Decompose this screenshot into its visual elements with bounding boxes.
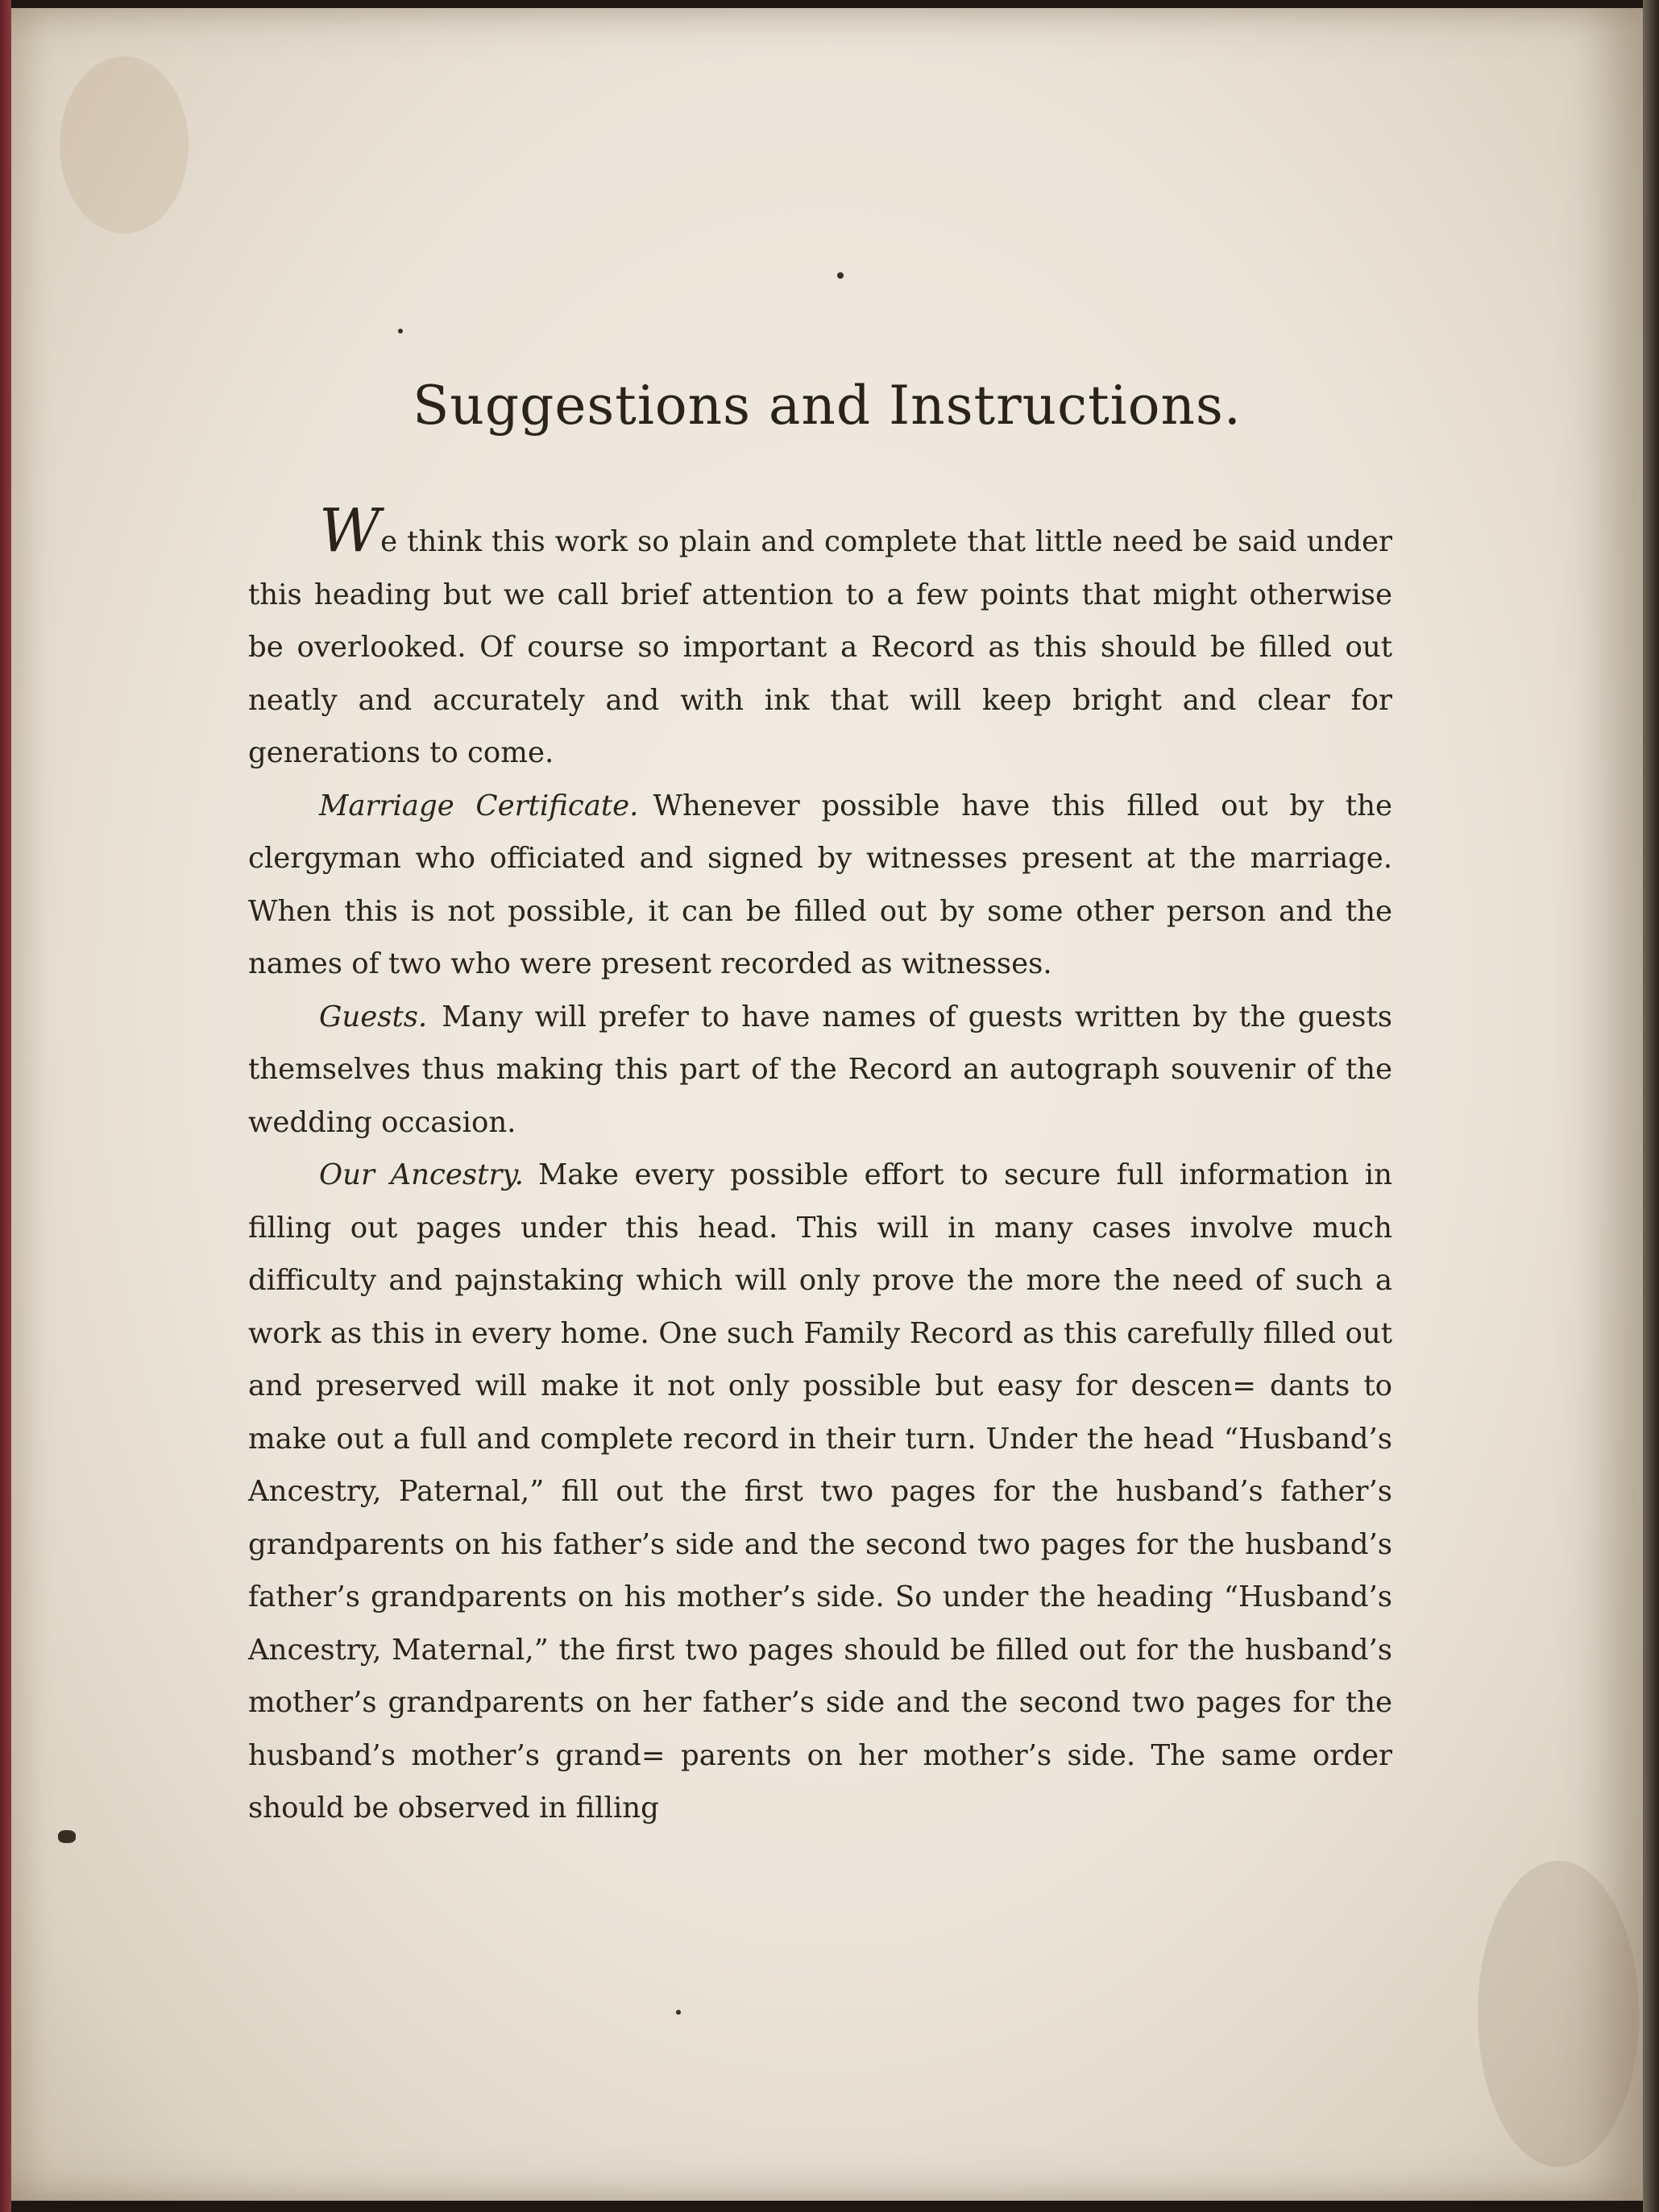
ink-speck bbox=[676, 2010, 681, 2015]
section-heading: Guests. bbox=[319, 1000, 428, 1034]
instructions-body bbox=[248, 496, 1392, 1835]
drop-cap: W bbox=[319, 496, 381, 565]
ink-speck bbox=[398, 329, 403, 333]
section-text: Make every possible effort to secure full information in filling out pages under this head. This will in many cases involve much difficulty and pajnstaking which will only prove the more the need of such a work as this in every home. One such Family Record as this carefully filled out and preserved will make it not only possible but easy for descen= dants to make out a full and complete record in their turn. Under the head “Husband’s Ancestry, Paternal,” fill out the first two pages for the husband’s father’s grandparents on his father’s side and the second two pages for the husband’s father’s grandparents on his mother’s side. So under the heading “Husband’s Ancestry, Maternal,” the first two pages should be filled out for the husband’s mother’s grandparents on her father’s side and the second two pages for the husband’s mother’s grand= parents on her mother’s side. The same order should be observed in filling bbox=[248, 1158, 1392, 1825]
page-stack-edge bbox=[1643, 0, 1659, 2212]
book-page bbox=[11, 8, 1643, 2201]
ink-blot bbox=[58, 1830, 76, 1843]
age-stain bbox=[60, 56, 189, 234]
intro-paragraph bbox=[248, 496, 1392, 780]
section-paragraph bbox=[248, 780, 1392, 991]
book-spine-edge bbox=[0, 0, 11, 2212]
ink-speck bbox=[837, 272, 844, 279]
section-paragraph bbox=[248, 1149, 1392, 1835]
section-text: Whenever possible have this filled out by the clergyman who officiated and signed by witnesses present at the marriage. When this is not possible, it can be filled out by some other person and the names of two who were present recorded as witnesses. bbox=[248, 789, 1392, 980]
page-title: Suggestions and Instructions. bbox=[413, 375, 1242, 437]
section-heading: Our Ancestry. bbox=[319, 1158, 524, 1191]
age-stain bbox=[1478, 1861, 1639, 2167]
section-heading: Marriage Certificate. bbox=[319, 789, 639, 822]
section-paragraph bbox=[248, 991, 1392, 1149]
intro-text: e think this work so plain and complete that little need be said under this heading but we call brief attention to a few points that might otherwise be overlooked. Of course so important a Record as this should be filled out neatly and accurately and with ink that will keep bright and clear for generations to come. bbox=[248, 525, 1392, 769]
section-text: Many will prefer to have names of guests written by the guests themselves thus making this part of the Record an autograph souvenir of the wedding occasion. bbox=[248, 1000, 1392, 1139]
